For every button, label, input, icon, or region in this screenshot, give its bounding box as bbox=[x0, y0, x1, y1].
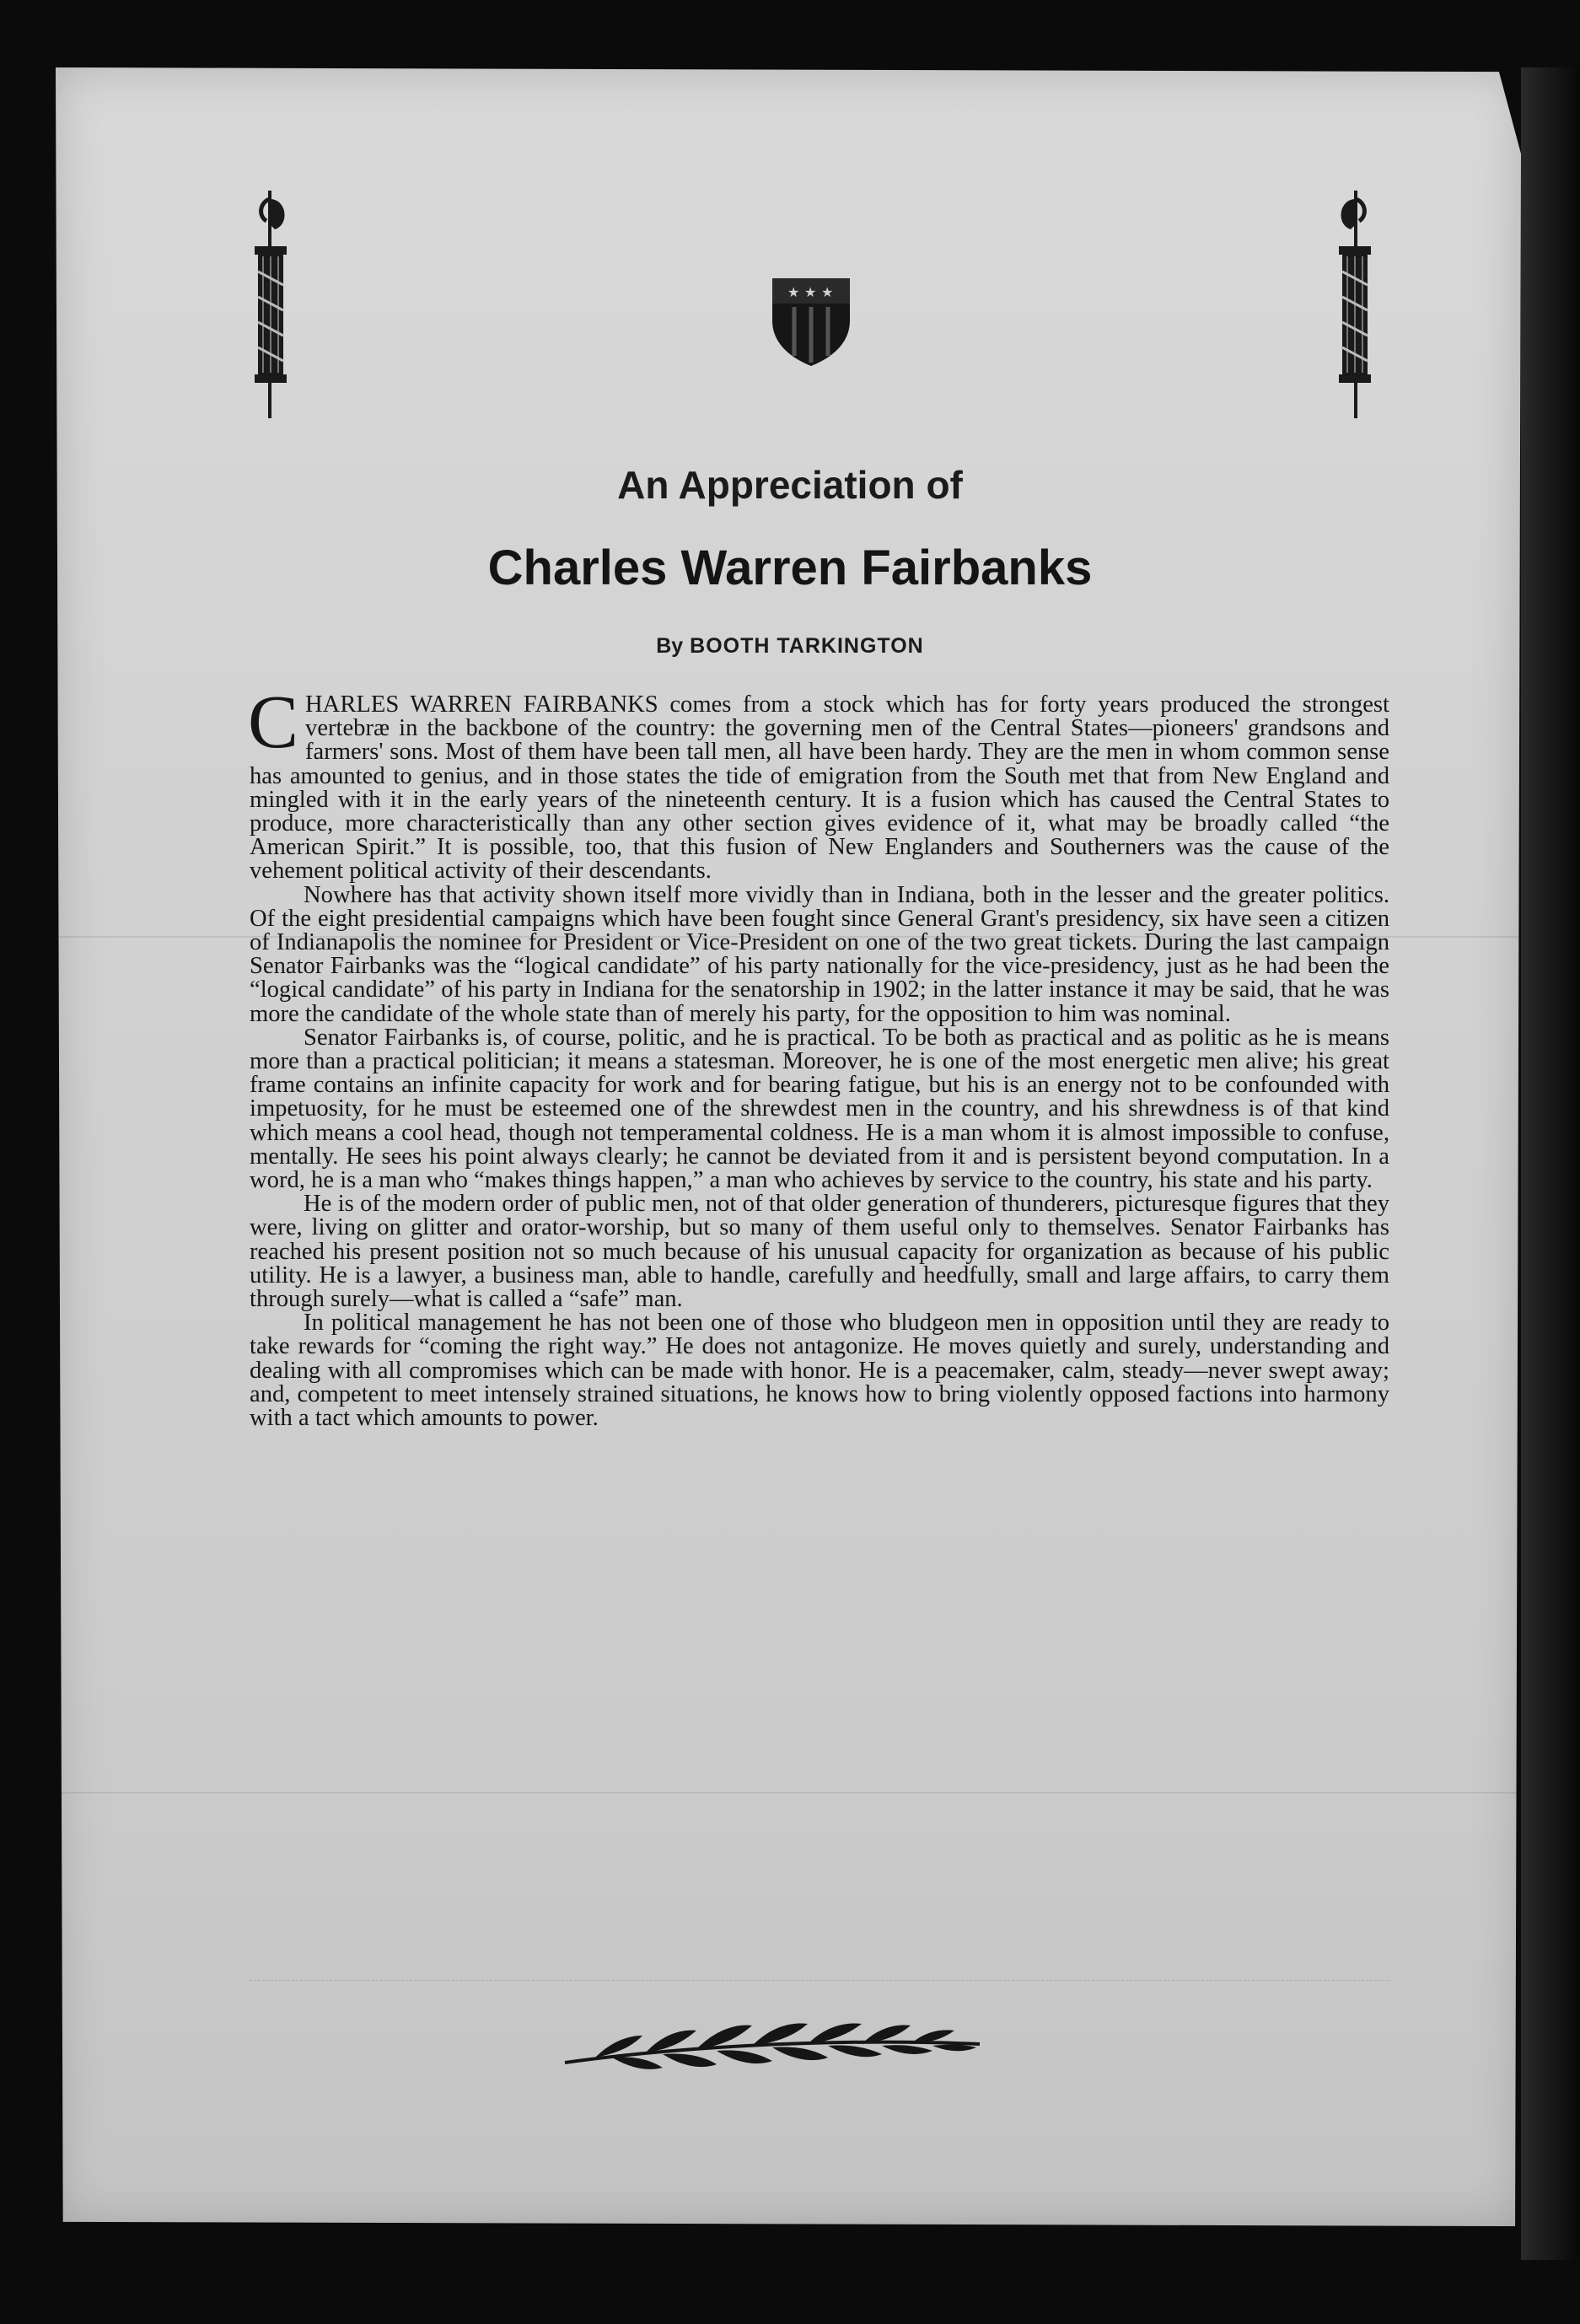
byline-prefix: By bbox=[656, 634, 684, 658]
fold-crease bbox=[56, 1792, 1521, 1794]
svg-text:★: ★ bbox=[787, 284, 800, 300]
title-line-2: Charles Warren Fairbanks bbox=[487, 541, 1093, 595]
byline bbox=[0, 634, 1580, 659]
paragraph: Nowhere has that activity shown itself more vividly than in Indiana, both in the lesser and the greater politics. Of the eight presidential campaigns which have been fought since General Grant's presidency, six have seen a citizen of Indianapolis the nominee for President or Vice-President on one of the two great tickets. During the last campaign Senator Fairbanks was the “logical candidate” of his party nationally for the vice-presidency, just as he had been the “logical candidate” of his party in Indiana for the senatorship in 1902; in the latter instance it may be said, that he was more the candidate of the whole state than of merely his party, for the opposition to him was nominal. bbox=[250, 881, 1389, 1027]
bottom-rule bbox=[250, 1980, 1389, 1981]
paragraph: In political management he has not been one of those who bludgeon men in opposition until they are ready to take rewards for “coming the right way.” He does not antagonize. He moves quietly and surely, understanding and dealing with all compromises which can be made with honor. He is a peacemaker, calm, steady—never swept away; and, competent to meet intensely strained situations, he knows how to bring violently opposed factions into harmony with a tact which amounts to power. bbox=[250, 1310, 1389, 1432]
paragraph-text: HARLES WARREN FAIRBANKS comes from a stock which has for forty years produced the strongest vertebræ in the backbone of the country: the governing men of the Central States—pioneers' grandsons and farmers' sons. Most of them have been tall men, all have been hardy. They are the men in whom common sense has amounted to genius, and in those states the tide of emigration from the South met that from New England and mingled with it in the early years of the nineteenth century. It is a fusion which has caused the Central States to produce, more characteristically than any other section gives evidence of it, what may be broadly called “the American Spirit.” It is possible, too, that this fusion of New Englanders and Southerners was the cause of the vehement political activity of their descendants. bbox=[250, 691, 1389, 885]
article-body bbox=[248, 681, 1389, 1432]
fasces-icon bbox=[1320, 174, 1388, 427]
paragraph: Senator Fairbanks is, of course, politic, and he is practical. To be both as practical and as politic as he is means more than a practical politician; it means a statesman. Moreover, he is one of the most energetic men alive; his great frame contains an infinite capacity for work and for bearing fatigue, but his is an energy not to be confounded with impetuosity, for he must be esteemed one of the shrewdest men in the country, and his shrewdness is of that kind which means a cool head, though not temperamental coldness. He is a man whom it is almost impossible to confuse, mentally. He sees his point always clearly; he cannot be deviated from it and is persistent beyond computation. In a word, he is a man who “makes things happen,” a man who achieves by service to the country, his state and his party. bbox=[250, 1024, 1389, 1194]
svg-text:★: ★ bbox=[804, 284, 817, 300]
paragraph bbox=[248, 681, 1389, 885]
shield-icon bbox=[769, 275, 853, 368]
title-line-1: An Appreciation of bbox=[617, 463, 963, 507]
byline-author: BOOTH TARKINGTON bbox=[690, 634, 924, 658]
svg-text:★: ★ bbox=[821, 284, 834, 300]
palm-frond-icon bbox=[562, 2015, 983, 2074]
fasces-icon bbox=[238, 174, 305, 427]
paragraph: He is of the modern order of public men, not of that older generation of thunderers, picturesque figures that they were, living on glitter and orator-worship, but so many of them useful only to themselves. Senator Fairbanks has reached his present position not so much because of his unusual capacity for organization as because of his public utility. He is a lawyer, a business man, able to handle, carefully and heedfully, small and large affairs, to carry them through surely—what is called a “safe” man. bbox=[250, 1191, 1389, 1313]
page-edge-shadow bbox=[1521, 67, 1580, 2260]
drop-cap: C bbox=[248, 681, 299, 764]
